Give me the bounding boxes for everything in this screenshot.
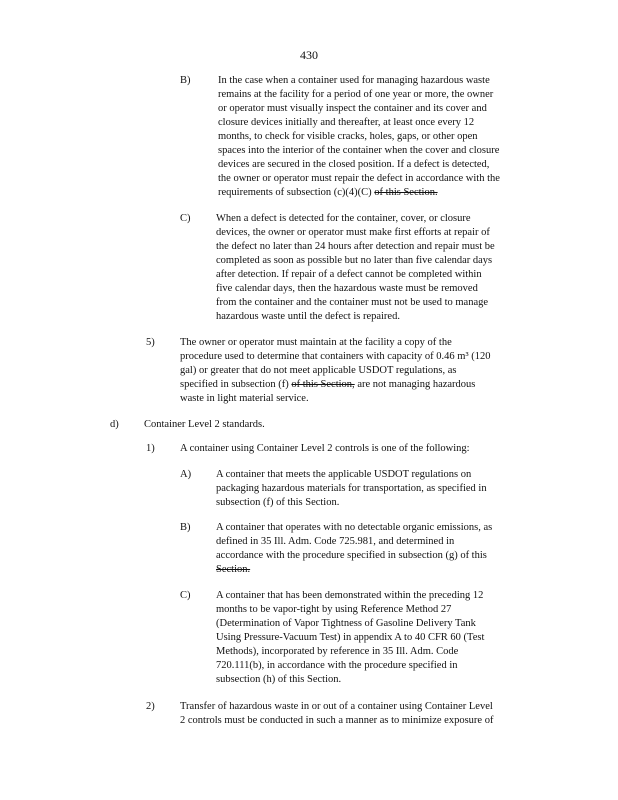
item-label: 1) — [146, 443, 155, 454]
paragraph — [144, 418, 444, 432]
paragraph — [180, 700, 545, 728]
text-line: or operator must visually inspect the container and its cover and — [218, 103, 487, 114]
text-line: the defect no later than 24 hours after detection and repair must be — [216, 241, 495, 252]
text-line: spaces into the interior of the container when the cover and closure — [218, 145, 500, 156]
text-line: Using Pressure-Vacuum Test) in appendix A to 40 CFR 60 (Test — [216, 632, 485, 643]
text-line: 2 controls must be conducted in such a manner as to minimize exposure of — [180, 715, 494, 726]
struck-text: of this Section. — [374, 187, 438, 198]
text-line: months, to check for visible cracks, holes, gaps, or other open — [218, 131, 478, 142]
text-line: the owner or operator must repair the defect in accordance with the — [218, 173, 500, 184]
item-label: B) — [180, 75, 191, 86]
item-label: 2) — [146, 701, 155, 712]
struck-text: of this Section, — [291, 379, 355, 390]
text-line: procedure used to determine that containers with capacity of 0.46 m³ (120 — [180, 351, 491, 362]
text-line: When a defect is detected for the container, cover, or closure — [216, 213, 471, 224]
item-label: B) — [180, 522, 191, 533]
text-line: hazardous waste until the defect is repaired. — [216, 311, 400, 322]
paragraph — [216, 468, 536, 510]
text-line: waste in light material service. — [180, 393, 309, 404]
text-line: gal) or greater that do not meet applicable USDOT regulations, as — [180, 365, 457, 376]
paragraph — [216, 521, 536, 577]
text-line: (Determination of Vapor Tightness of Gasoline Delivery Tank — [216, 618, 476, 629]
text-line — [218, 186, 543, 200]
item-label: 5) — [146, 337, 155, 348]
text-line: Methods), incorporated by reference in 35 Ill. Adm. Code — [216, 646, 459, 657]
text-line: A container that has been demonstrated within the preceding 12 — [216, 590, 484, 601]
item-label: C) — [180, 590, 191, 601]
text-line: A container that operates with no detectable organic emissions, as — [216, 522, 493, 533]
text-line: subsection (h) of this Section. — [216, 674, 342, 685]
text-line: accordance with the procedure specified in subsection (g) of this — [216, 550, 487, 561]
item-label: A) — [180, 469, 192, 480]
paragraph — [216, 589, 536, 687]
text-fragment: requirements of subsection (c)(4)(C) — [218, 187, 372, 198]
paragraph — [180, 336, 545, 406]
text-fragment: specified in subsection (f) — [180, 379, 289, 390]
text-line: 720.111(b), in accordance with the procedure specified in — [216, 660, 458, 671]
text-line: devices are secured in the closed position. If a defect is detected, — [218, 159, 490, 170]
text-line: months to be vapor-tight by using Reference Method 27 — [216, 604, 452, 615]
text-line: The owner or operator must maintain at the facility a copy of the — [180, 337, 452, 348]
text-line: devices, the owner or operator must make first efforts at repair of — [216, 227, 490, 238]
text-line: In the case when a container used for managing hazardous waste — [218, 75, 490, 86]
paragraph — [180, 442, 540, 456]
text-line: A container that meets the applicable USDOT regulations on — [216, 469, 472, 480]
paragraph — [218, 74, 543, 200]
text-line: packaging hazardous materials for transportation, as specified in — [216, 483, 487, 494]
text-fragment: are not managing hazardous — [357, 379, 476, 390]
page-number: 430 — [300, 48, 318, 62]
text-line: closure devices initially and thereafter, at least once every 12 — [218, 117, 475, 128]
text-line: A container using Container Level 2 controls is one of the following: — [180, 443, 470, 454]
struck-text: Section. — [216, 564, 251, 575]
text-line: subsection (f) of this Section. — [216, 497, 340, 508]
text-line: completed as soon as possible but no later than five calendar days — [216, 255, 493, 266]
text-line: from the container and the container must not be used to manage — [216, 297, 489, 308]
text-line: remains at the facility for a period of one year or more, the owner — [218, 89, 494, 100]
item-label: d) — [110, 419, 119, 430]
text-line: five calendar days, then the hazardous waste must be removed — [216, 283, 478, 294]
text-line: after detection. If repair of a defect cannot be completed within — [216, 269, 482, 280]
text-line — [180, 378, 545, 392]
paragraph — [216, 212, 541, 324]
item-label: C) — [180, 213, 191, 224]
section-heading: Container Level 2 standards. — [144, 419, 265, 430]
text-line: defined in 35 Ill. Adm. Code 725.981, and determined in — [216, 536, 455, 547]
text-line: Transfer of hazardous waste in or out of a container using Container Level — [180, 701, 493, 712]
